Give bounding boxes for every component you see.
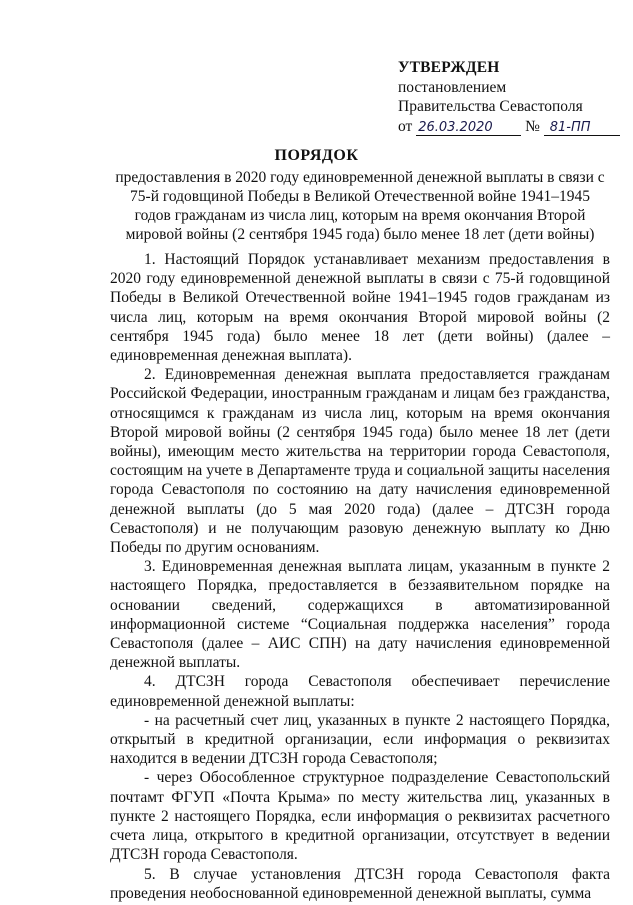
number-prefix: № — [525, 117, 540, 135]
document-title: ПОРЯДОК — [274, 147, 359, 164]
document-subtitle: предоставления в 2020 году единовременной денежной выплаты в связи с 75-й годовщиной Победы в Великой Отечественной войне 1941–1945 годов гражданам из числа лиц, которым на время окончания Второй мировой войны (2 сентября 1945 года) было менее 18 лет (дети войны) — [115, 169, 605, 243]
handwritten-number: 81-ПП — [544, 121, 620, 136]
paragraph-2: 2. Единовременная денежная выплата предоставляется гражданам Российской Федерации, иностранным гражданам и лицам без гражданства, относящимся к гражданам из числа лиц, которым на время окончания Второй мировой войны (2 сентября 1945 года) было менее 18 лет (дети войны), имеющим место жительства на территории города Севастополя, состоящим на учете в Департаменте труда и социальной защиты населения города Севастополя по состоянию на дату начисления единовременной денежной выплаты (до 5 мая 2020 года) (далее – ДТСЗН города Севастополя) и не получающим разовую денежную выплату ко Дню Победы по другим основаниям. — [110, 366, 610, 557]
approval-stamp — [398, 58, 620, 136]
approval-date-line — [398, 117, 620, 137]
paragraph-4-item-2: - через Обособленное структурное подразделение Севастопольский почтамт ФГУП «Почта Крыма» по месту жительства лиц, указанных в пункте 2 настоящего Порядка, если информация о реквизитах расчетного счета лица, открытого в кредитной организации, отсутствует в ведении ДТСЗН города Севастополя. — [110, 769, 610, 864]
paragraph-4-item-1: - на расчетный счет лиц, указанных в пункте 2 настоящего Порядка, открытый в кредитной организации, если информация о реквизитах находится в ведении ДТСЗН города Севастополя; — [110, 711, 610, 768]
approval-line-1: постановлением — [398, 78, 507, 96]
approval-line-2: Правительства Севастополя — [398, 98, 583, 115]
handwritten-date: 26.03.2020 — [416, 121, 521, 136]
paragraph-3: 3. Единовременная денежная выплата лицам, указанным в пункте 2 настоящего Порядка, предоставляется в беззаявительном порядке на основании сведений, содержащихся в автоматизированной информационной системе “Социальная поддержка населения” города Севастополя (далее – АИС СПН) на дату начисления единовременной денежной выплаты. — [110, 558, 610, 672]
paragraph-4: 4. ДТСЗН города Севастополя обеспечивает перечисление единовременной денежной выплаты: — [110, 673, 610, 710]
paragraph-5: 5. В случае установления ДТСЗН города Севастополя факта проведения необоснованной единовременной денежной выплаты, сумма — [110, 865, 610, 902]
approval-heading: УТВЕРЖДЕН — [398, 59, 500, 76]
date-prefix: от — [398, 117, 413, 135]
paragraph-1: 1. Настоящий Порядок устанавливает механизм предоставления в 2020 году единовременной денежной выплаты в связи с 75-й годовщиной Победы в Великой Отечественной войне 1941–1945 годов гражданам из числа лиц, которым на время окончания Второй мировой войны (2 сентября 1945 года) было менее 18 лет (дети войны) (далее – единовременная денежная выплата). — [110, 251, 610, 365]
document-body — [110, 250, 610, 903]
